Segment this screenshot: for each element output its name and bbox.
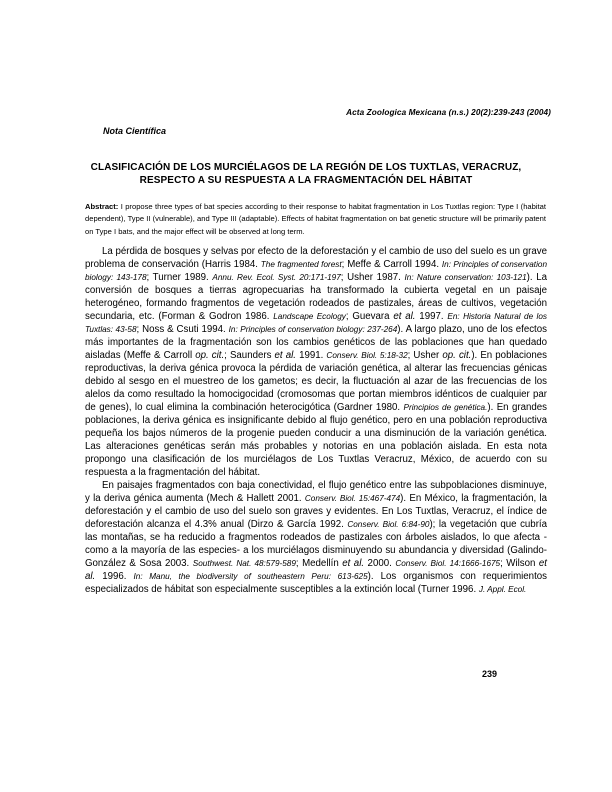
text-segment: ; Turner 1989. [146,272,213,283]
text-segment: 2000. [364,558,396,569]
citation: En: Historia Natural de los Tuxtlas: 43-58 [85,312,547,334]
text-segment: ; Meffe & Carroll 1994. [341,259,442,270]
citation: In: Principles of conservation biology: 237-264 [228,325,398,334]
text-segment: et al. [85,558,547,582]
citation: Conserv. Biol. 15:467-474 [304,494,401,503]
text-segment: ; Usher 1987. [340,272,405,283]
abstract-text: I propose three types of bat species according to their response to habitat fragmentation in Los Tuxtlas region: Type I (habitat dependent), Type II (vulnerable), and Type III (adaptable). Effects of habitat fragmentation on bat genetic structure will be primarily patent on Type I bats, and the major effect will be observed at long term. [85,202,546,236]
text-segment: ; Noss & Csuti 1994. [136,324,229,335]
citation: J. Appl. Ecol. [478,585,527,594]
citation: Principios de genética. [403,403,488,412]
text-segment: ); la vegetación que cubría las montañas, se ha reducido a fragmentos rodeados de pastizales con árboles aislados, lo que afecta -como a la mayoría de las especies- a los murciélagos disminuyendo su abundancia y diversidad (Galindo-González & Sosa 2003. [85,519,547,569]
text-segment: ). La conversión de bosques a tierras agropecuarias ha transformado la cubierta vegetal en un paisaje heterogéneo, formando fragmentos de vegetación rodeados de pastizales, áreas de cultivos, vegetación secundaria, etc. (Forman & Godron 1986. [85,272,547,322]
abstract-label: Abstract: [85,202,119,211]
text-segment: ). En grandes poblaciones, la deriva génica es insignificante debido al flujo genético, pero en una población reproductiva pequeña los bajos números de la progenie pueden conducir a una disminución de la variación genética. Las alteraciones genéticas serán más probables y notorias en una población aislada. En esta nota propongo una clasificación de los murciélagos de Los Tuxtlas Veracruz, México, de acuerdo con su respuesta a la fragmentación del hábitat. [85,402,547,478]
page-number: 239 [481,669,497,679]
text-segment: ; Wilson [500,558,539,569]
citation: Conserv. Biol. 6:84-90 [347,520,430,529]
text-segment: 1996. [95,571,134,582]
text-segment: et al. [274,350,296,361]
journal-header: Acta Zoologica Mexicana (n.s.) 20(2):239-243 (2004) [346,108,551,117]
abstract [85,201,546,238]
text-segment: op. cit. [195,350,225,361]
citation: Southwest. Nat. 48:579-589 [192,559,296,568]
text-segment: ). A largo plazo, uno de los efectos más importantes de la fragmentación son los cambios genéticos de las poblaciones que han quedado aisladas (Meffe & Carroll [85,324,547,361]
article-body [85,245,547,596]
citation: Conserv. Biol. 14:1666-1675 [395,559,501,568]
text-segment: ). Los organismos con requerimientos especializados de hábitat son especialmente susceptibles a la extinción local (Turner 1996. [85,571,547,595]
text-segment: ). En poblaciones reproductivas, la deriva génica provoca la pérdida de variación genética, al alterar las frecuencias génicas debido al sesgo en el muestreo de los gametos; es decir, la fluctuación al azar de las frecuencias de los alelos da como resultado la homocigocidad (cromosomas que portan miembros idénticos de cualquier par de genes), lo cual elimina la combinación heterocigótica (Gardner 1980. [85,350,548,413]
text-segment: 1997. [415,311,448,322]
text-segment: ). En México, la fragmentación, la deforestación y el cambio de uso del suelo son graves y evidentes. En Los Tuxtlas, Veracruz, el índice de deforestación alcanza el 4.3% anual (Dirzo & García 1992. [85,493,547,530]
text-segment: ; Usher [407,350,443,361]
body-paragraph-1 [85,245,547,479]
text-segment: et al. [342,558,365,569]
body-paragraph-2 [85,479,547,596]
text-segment: 1991. [295,350,327,361]
text-segment: En paisajes fragmentados con baja conectividad, el flujo genético entre las subpoblaciones disminuye, y la deriva génica aumenta (Mech & Hallett 2001. [85,480,547,504]
text-segment: ; Saunders [224,350,275,361]
text-segment: et al. [393,311,416,322]
text-segment: ; Medellín [295,558,343,569]
citation: In: Principles of conservation biology: 143-178 [85,260,548,282]
text-segment: ; Guevara [345,311,394,322]
text-segment: La pérdida de bosques y selvas por efecto de la deforestación y el cambio de uso del suelo es un grave problema de conservación (Harris 1984. [85,246,547,270]
citation: Landscape Ecology [273,312,346,321]
page-title: CLASIFICACIÓN DE LOS MURCIÉLAGOS DE LA REGIÓN DE LOS TUXTLAS, VERACRUZ, RESPECTO A SU RESPUESTA A LA FRAGMENTACIÓN DEL HÁBITAT [90,162,522,186]
citation: Conserv. Biol. 5:18-32 [326,351,408,360]
text-segment: op. cit. [442,350,472,361]
citation: In: Nature conservation: 103-121 [404,273,527,282]
citation: In: Manu, the biodiversity of southeastern Peru: 613-625 [133,572,368,581]
citation: Annu. Rev. Ecol. Syst. 20:171-197 [212,273,341,282]
section-label: Nota Científica [103,126,167,136]
citation: The fragmented forest [260,260,342,269]
